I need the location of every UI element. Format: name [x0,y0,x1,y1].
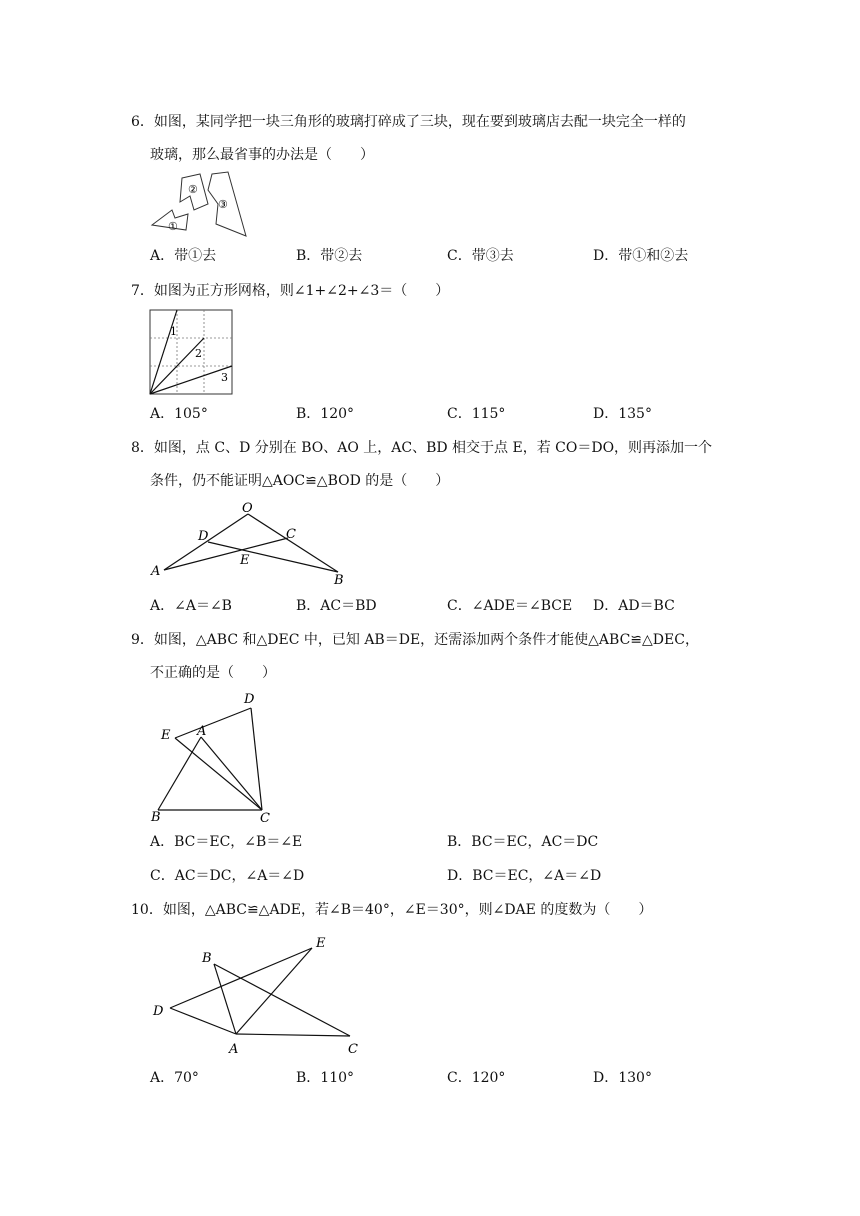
q7-label-1: 1 [170,325,177,338]
q8-label-d: D [198,529,209,544]
q10-label-c: C [348,1042,358,1057]
q9-stem-line1: 9．如图，△ABC 和△DEC 中，已知 AB＝DE，还需添加两个条件才能使△ABC≌△DEC， [131,632,699,648]
q8-option-b[interactable]: B．AC＝BD [296,598,377,614]
q8-option-c[interactable]: C．∠ADE＝∠BCE [447,598,573,614]
q9-stem-line2: 不正确的是（ ） [150,665,276,681]
q8-stem-line1: 8．如图，点 C、D 分别在 BO、AO 上，AC、BD 相交于点 E，若 CO＝DO，则再添加一个 [131,440,713,456]
q9-label-e: E [161,728,171,743]
q10-label-a: A [229,1042,239,1057]
q6-glass-figure [150,170,250,238]
q6-label-2: ② [188,183,198,196]
q6-option-c[interactable]: C．带③去 [447,248,514,264]
q6-label-3: ③ [218,198,228,211]
q7-option-d[interactable]: D．135° [593,406,652,422]
q6-stem-line2: 玻璃，那么最省事的办法是（ ） [150,147,374,163]
q8-figure [148,500,358,588]
q9-option-c[interactable]: C．AC＝DC，∠A＝∠D [150,868,305,884]
q9-label-c: C [260,811,270,826]
q9-option-d[interactable]: D．BC＝EC，∠A＝∠D [447,868,602,884]
q10-option-b[interactable]: B．110° [296,1070,355,1086]
q6-stem-line1: 6．如图，某同学把一块三角形的玻璃打碎成了三块，现在要到玻璃店去配一块完全一样的 [131,114,686,130]
q8-label-b: B [334,573,344,588]
q10-label-e: E [316,936,326,951]
q10-label-b: B [202,951,212,966]
q6-option-d[interactable]: D．带①和②去 [593,248,689,264]
q7-option-a[interactable]: A．105° [150,406,208,422]
q9-option-b[interactable]: B．BC＝EC，AC＝DC [447,834,599,850]
q8-label-o: O [242,501,253,516]
q7-grid-figure [149,309,235,397]
q10-stem: 10．如图，△ABC≌△ADE，若∠B＝40°，∠E＝30°，则∠DAE 的度数为（ ） [131,902,653,918]
q9-figure [148,690,278,825]
q9-label-b: B [151,810,161,825]
q10-figure [150,930,370,1060]
q10-label-d: D [153,1004,164,1019]
q8-stem-line2: 条件，仍不能证明△AOC≌△BOD 的是（ ） [150,473,450,489]
q8-option-d[interactable]: D．AD＝BC [593,598,675,614]
q7-label-3: 3 [221,371,228,384]
q9-label-a: A [197,724,207,739]
q8-label-a: A [151,564,161,579]
q6-option-b[interactable]: B．带②去 [296,248,363,264]
q8-option-a[interactable]: A．∠A＝∠B [150,598,232,614]
q7-option-c[interactable]: C．115° [447,406,506,422]
q9-label-d: D [244,692,255,707]
q6-option-a[interactable]: A．带①去 [150,248,217,264]
q9-option-a[interactable]: A．BC＝EC，∠B＝∠E [150,834,303,850]
q7-label-2: 2 [195,347,202,360]
q10-option-d[interactable]: D．130° [593,1070,652,1086]
q8-label-c: C [286,527,296,542]
q7-stem: 7．如图为正方形网格，则∠1+∠2+∠3＝（ ） [131,283,450,299]
q8-label-e: E [240,553,250,568]
q10-option-c[interactable]: C．120° [447,1070,506,1086]
q7-option-b[interactable]: B．120° [296,406,355,422]
q10-option-a[interactable]: A．70° [150,1070,199,1086]
q6-label-1: ① [168,220,178,233]
